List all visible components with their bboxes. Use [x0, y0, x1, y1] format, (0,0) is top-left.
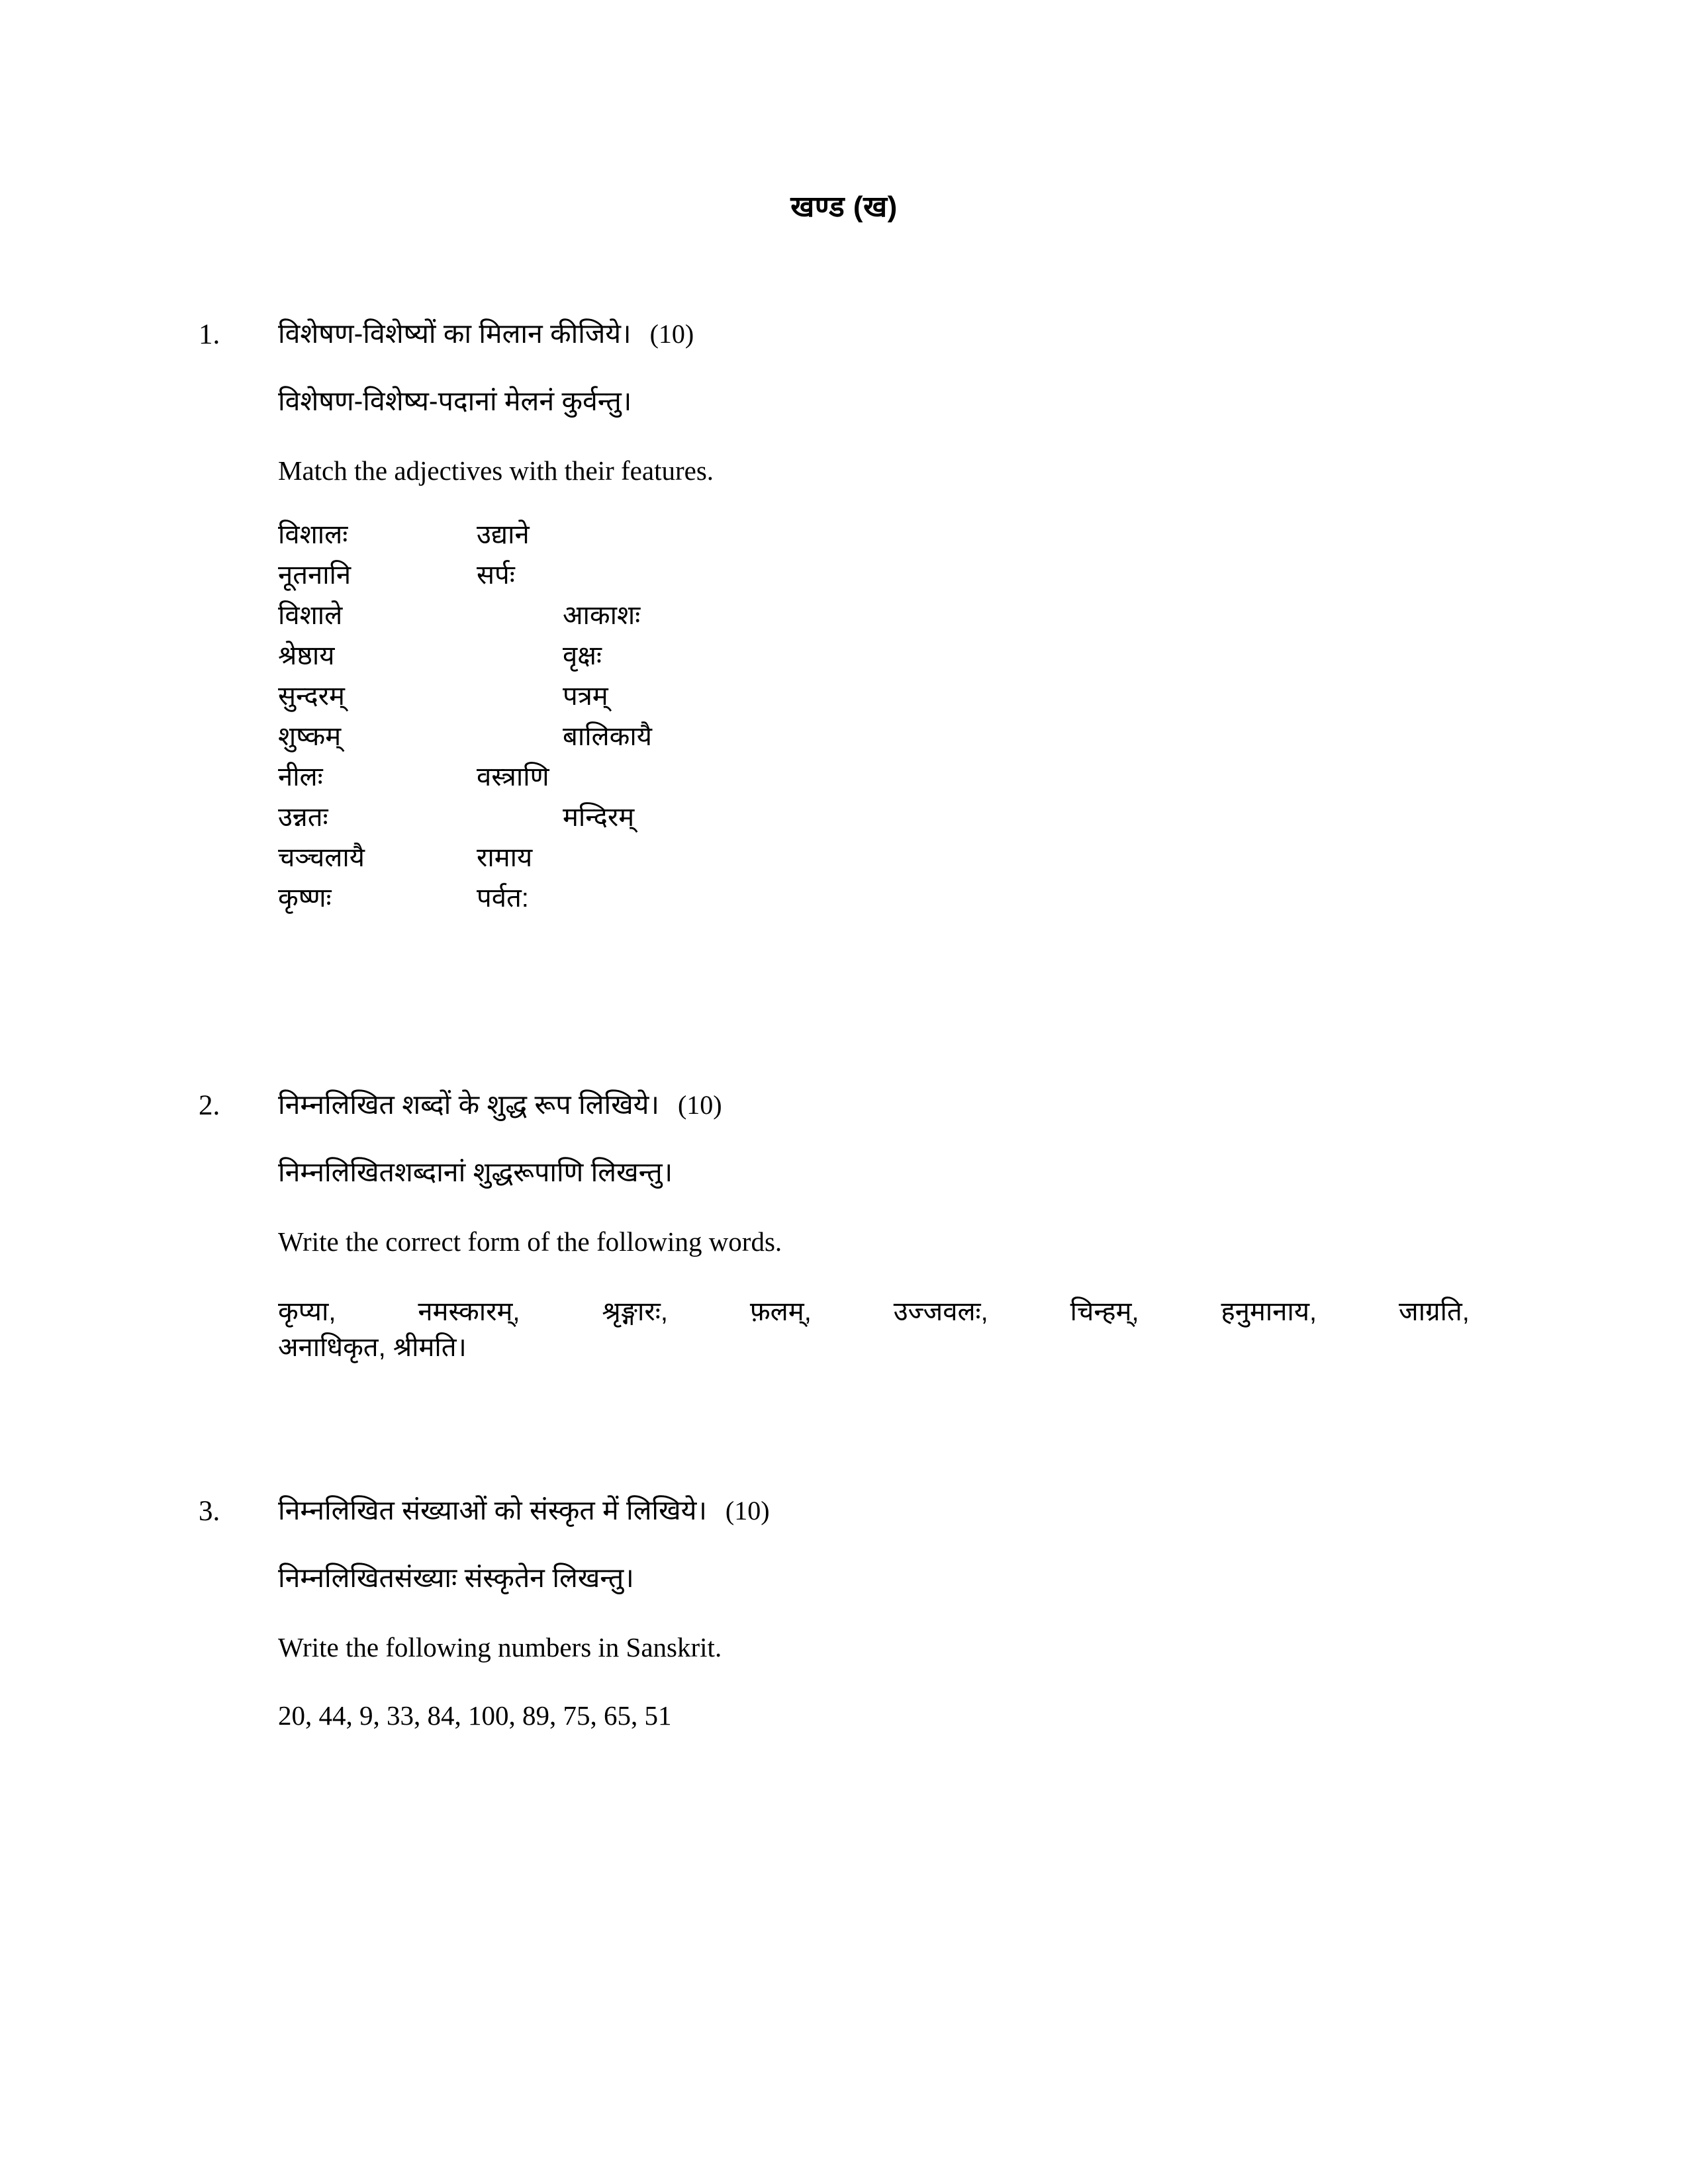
match-adjective: कृष्णः [278, 883, 332, 913]
question-3-hindi-row [278, 1494, 1516, 1526]
word-item: कृप्या, [278, 1297, 336, 1326]
match-noun: बालिकायै [563, 721, 652, 751]
match-noun: पत्रम् [563, 681, 608, 711]
question-1-header-row [199, 318, 1516, 925]
question-2-hindi-text: निम्नलिखित शब्दों के शुद्ध रूप लिखिये। [278, 1089, 659, 1120]
question-2-header-row [199, 1089, 1516, 1365]
question-1-marks: (10) [649, 319, 694, 349]
match-noun: रामाय [477, 842, 533, 872]
match-noun: मन्दिरम् [563, 802, 635, 832]
match-pair-row [278, 602, 1516, 643]
question-2-number: 2. [199, 1090, 220, 1121]
page-title: खण्ड (ख) [790, 191, 898, 223]
question-2-marks: (10) [677, 1090, 722, 1120]
match-pair-row [278, 764, 1516, 804]
match-pair-row [278, 804, 1516, 844]
word-item: फ़लम्, [749, 1297, 812, 1326]
match-pair-row [278, 522, 1516, 562]
match-noun: सर्पः [477, 560, 515, 590]
match-adjective: विशालः [278, 520, 348, 549]
match-adjective: श्रेष्ठाय [278, 641, 335, 670]
match-pair-row [278, 683, 1516, 723]
question-3-marks: (10) [725, 1496, 770, 1525]
word-item: चिन्हम्, [1070, 1297, 1139, 1326]
question-1-english-text: Match the adjectives with their features. [278, 455, 714, 486]
correct-form-word-list [278, 1294, 1470, 1365]
question-1-hindi-row [278, 318, 1516, 349]
word-list-line-1 [278, 1294, 1470, 1330]
word-list-line-2: अनाधिकृत, श्रीमति। [278, 1332, 467, 1362]
question-3-english-text: Write the following numbers in Sanskrit. [278, 1631, 722, 1662]
question-3-number: 3. [199, 1496, 220, 1527]
word-item: उज्जवलः, [893, 1297, 988, 1326]
question-3-sanskrit-text: निम्नलिखितसंख्याः संस्कृतेन लिखन्तु। [278, 1563, 634, 1594]
question-block-1 [199, 318, 1516, 925]
match-adjective: नूतनानि [278, 560, 352, 590]
question-block-3 [199, 1494, 1516, 1732]
question-1-body [278, 318, 1516, 925]
match-noun: वृक्षः [563, 641, 602, 670]
match-adjective: नीलः [278, 762, 323, 792]
match-adjective: विशाले [278, 600, 343, 630]
word-item: जाग्रति, [1399, 1297, 1470, 1326]
question-2-body [278, 1089, 1516, 1365]
match-noun: उद्याने [477, 520, 530, 549]
question-2-hindi-row [278, 1089, 1516, 1120]
match-noun: आकाशः [563, 600, 641, 630]
word-item: हनुमानाय, [1221, 1297, 1317, 1326]
match-adjective: शुष्कम् [278, 721, 342, 751]
match-adjective: उन्नतः [278, 802, 328, 832]
question-2-sanskrit-text: निम्नलिखितशब्दानां शुद्धरूपाणि लिखन्तु। [278, 1157, 673, 1188]
question-1-number: 1. [199, 319, 220, 350]
match-adjective: चञ्चलायै [278, 842, 365, 872]
question-3-hindi-text: निम्नलिखित संख्याओं को संस्कृत में लिखिये। [278, 1495, 707, 1525]
question-block-2 [199, 1089, 1516, 1365]
match-pair-row [278, 723, 1516, 764]
match-pair-row [278, 844, 1516, 885]
match-noun: वस्त्राणि [477, 762, 549, 792]
match-noun: पर्वत: [477, 883, 529, 913]
question-3-body [278, 1494, 1516, 1732]
question-3-numbers-list: 20, 44, 9, 33, 84, 100, 89, 75, 65, 51 [278, 1700, 672, 1731]
question-1-sanskrit-text: विशेषण-विशेष्य-पदानां मेलनं कुर्वन्तु। [278, 386, 632, 417]
match-adjective: सुन्दरम् [278, 681, 345, 711]
question-1-hindi-text: विशेषण-विशेष्यों का मिलान कीजिये। [278, 318, 632, 349]
match-pairs-list [278, 522, 1516, 925]
question-3-header-row [199, 1494, 1516, 1732]
match-pair-row [278, 885, 1516, 925]
question-2-english-text: Write the correct form of the following words. [278, 1226, 782, 1257]
word-item: श्रृङ्गारः, [602, 1297, 668, 1326]
word-item: नमस्कारम्, [418, 1297, 520, 1326]
match-pair-row [278, 562, 1516, 602]
match-pair-row [278, 643, 1516, 683]
